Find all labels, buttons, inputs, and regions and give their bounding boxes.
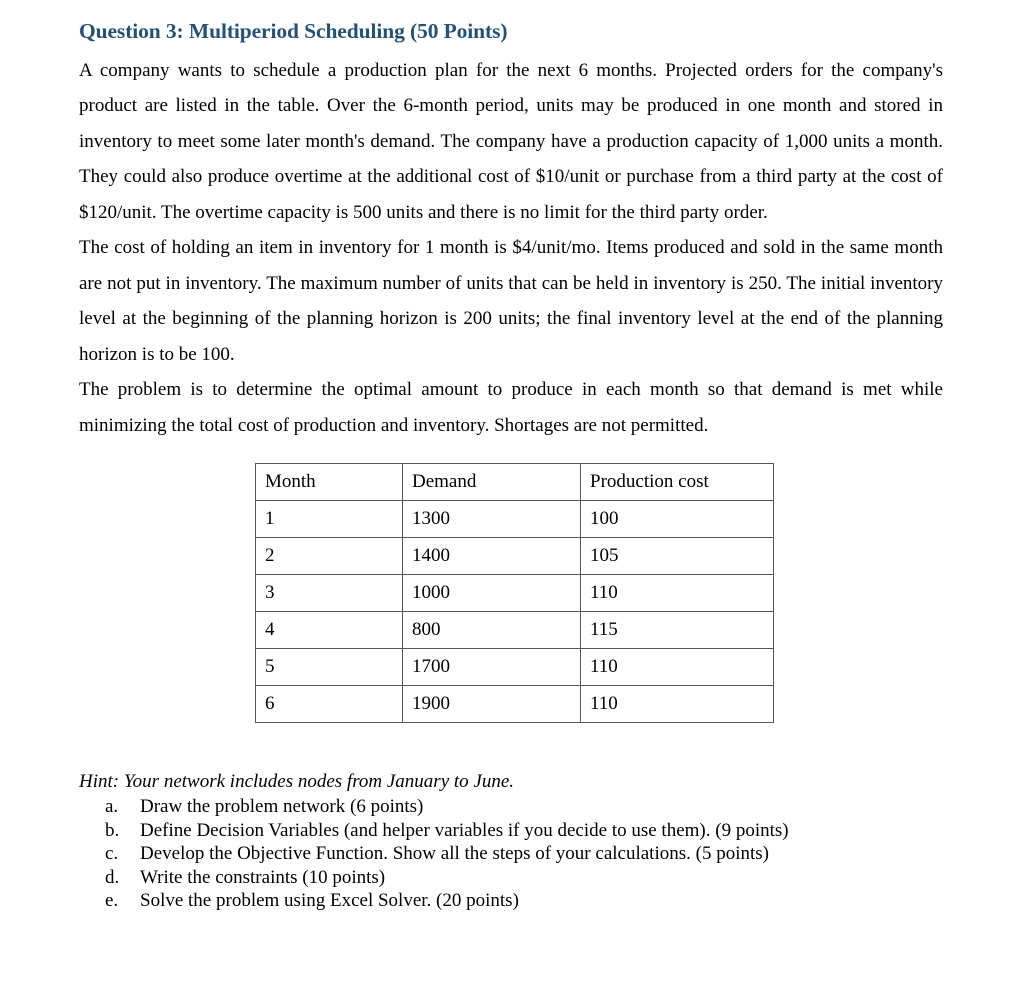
list-item-label: Define Decision Variables (and helper variables if you decide to use them). (9 points)	[140, 819, 789, 841]
list-item	[79, 866, 970, 890]
table-row	[256, 575, 774, 612]
list-item-label: Solve the problem using Excel Solver. (20 points)	[140, 890, 519, 912]
demand-production-table	[255, 463, 774, 723]
cell-month: 6	[256, 686, 403, 723]
column-header-month: Month	[256, 464, 403, 501]
paragraph-1: A company wants to schedule a production plan for the next 6 months. Projected orders for the company's product are listed in the table. Over the 6-month period, units may be produced in one month and stored in inventory to meet some later month's demand. The company have a production capacity of 1,000 units a month. They could also produce overtime at the additional cost of $10/unit or purchase from a third party at the cost of $120/unit. The overtime capacity is 500 units and there is no limit for the third party order.	[79, 59, 943, 223]
cell-production-cost: 110	[581, 649, 774, 686]
cell-demand: 1700	[403, 649, 581, 686]
cell-demand: 1900	[403, 686, 581, 723]
cell-production-cost: 115	[581, 612, 774, 649]
list-item-label: Write the constraints (10 points)	[140, 866, 386, 888]
list-marker: e.	[105, 890, 119, 912]
table-row	[256, 612, 774, 649]
cell-demand: 1400	[403, 538, 581, 575]
cell-month: 3	[256, 575, 403, 612]
cell-month: 4	[256, 612, 403, 649]
cell-production-cost: 105	[581, 538, 774, 575]
list-item-label: Develop the Objective Function. Show all the steps of your calculations. (5 points)	[140, 843, 769, 865]
list-marker: d.	[105, 866, 120, 888]
cell-month: 5	[256, 649, 403, 686]
list-item	[79, 842, 970, 866]
table-row	[256, 686, 774, 723]
list-item-label: Draw the problem network (6 points)	[140, 796, 424, 818]
paragraph-3: The problem is to determine the optimal amount to produce in each month so that demand is met while minimizing the total cost of production and inventory. Shortages are not permitted.	[79, 379, 943, 436]
cell-production-cost: 100	[581, 501, 774, 538]
list-marker: c.	[105, 843, 119, 865]
cell-demand: 1000	[403, 575, 581, 612]
cell-demand: 800	[403, 612, 581, 649]
task-list	[79, 795, 970, 913]
table-row	[256, 538, 774, 575]
cell-month: 2	[256, 538, 403, 575]
list-marker: a.	[105, 796, 119, 818]
list-item	[79, 889, 970, 913]
cell-production-cost: 110	[581, 686, 774, 723]
paragraph-2: The cost of holding an item in inventory for 1 month is $4/unit/mo. Items produced and sold in the same month are not put in inventory. The maximum number of units that can be held in inventory is 250. The initial inventory level at the beginning of the planning horizon is 200 units; the final inventory level at the end of the planning horizon is to be 100.	[79, 237, 943, 365]
cell-demand: 1300	[403, 501, 581, 538]
page-title: Question 3: Multiperiod Scheduling (50 Points)	[79, 19, 508, 43]
list-marker: b.	[105, 819, 120, 841]
list-item	[79, 795, 970, 819]
column-header-demand: Demand	[403, 464, 581, 501]
hint-text: Hint: Your network includes nodes from January to June.	[79, 771, 515, 793]
table-header-row	[256, 464, 774, 501]
column-header-production-cost: Production cost	[581, 464, 774, 501]
cell-month: 1	[256, 501, 403, 538]
cell-production-cost: 110	[581, 575, 774, 612]
demand-table-container	[79, 463, 970, 723]
table-row	[256, 501, 774, 538]
list-item	[79, 819, 970, 843]
table-row	[256, 649, 774, 686]
